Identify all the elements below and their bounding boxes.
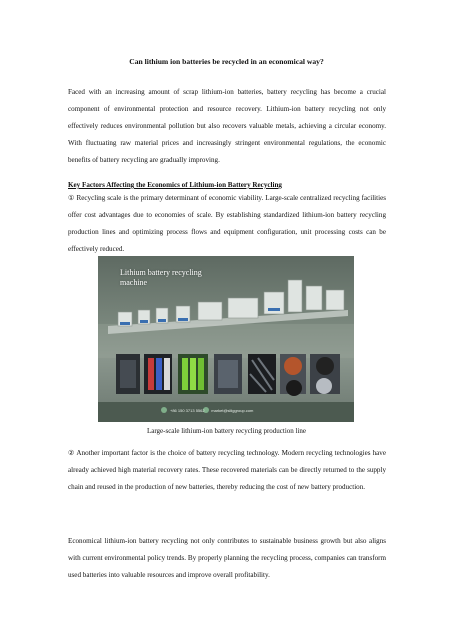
figure-email: market@sliiggroup.com bbox=[211, 408, 254, 413]
paragraph-recycling-scale: ① Recycling scale is the primary determinant of economic viability. Large-scale centralized recycling facilities offer cost advantages due to economies of scale. By establishing standardized lithium-ion battery recycling production lines and optimizing process flows and equipment configuration, unit processing costs can be effectively reduced. bbox=[68, 194, 386, 253]
figure-overlay-label: Lithium battery recycling machine bbox=[120, 268, 202, 287]
figure-caption: Large-scale lithium-ion battery recycling production line bbox=[146, 427, 307, 435]
document-title: Can lithium ion batteries be recycled in an economical way? bbox=[129, 57, 324, 66]
section-heading: Key Factors Affecting the Economics of Lithium-ion Battery Recycling bbox=[68, 181, 282, 189]
figure-phone: +86 150 3713 5562 bbox=[170, 408, 205, 413]
paragraph-conclusion: Economical lithium-ion battery recycling not only contributes to sustainable business growth but also aligns with current environmental policy trends. By properly planning the recycling process, companies can transform used batteries into valuable resources and improve overall profitability. bbox=[68, 537, 386, 579]
paragraph-recycling-technology: ② Another important factor is the choice of battery recycling technology. Modern recycling technologies have already achieved high material recovery rates. These recovered materials can be directly returned to the supply chain and reused in the production of new batteries, thereby reducing the cost of new battery production. bbox=[68, 449, 386, 491]
paragraph-intro: Faced with an increasing amount of scrap lithium-ion batteries, battery recycling has become a crucial component of environmental protection and resource recovery. Lithium-ion battery recycling not only effectively reduces environmental pollution but also recovers valuable metals, achieving a circular economy. With fluctuating raw material prices and increasingly stringent environmental regulations, the economic benefits of battery recycling are gradually improving. bbox=[68, 88, 386, 164]
recycling-machine-photo bbox=[98, 256, 354, 422]
figure-contact-info bbox=[170, 408, 253, 413]
